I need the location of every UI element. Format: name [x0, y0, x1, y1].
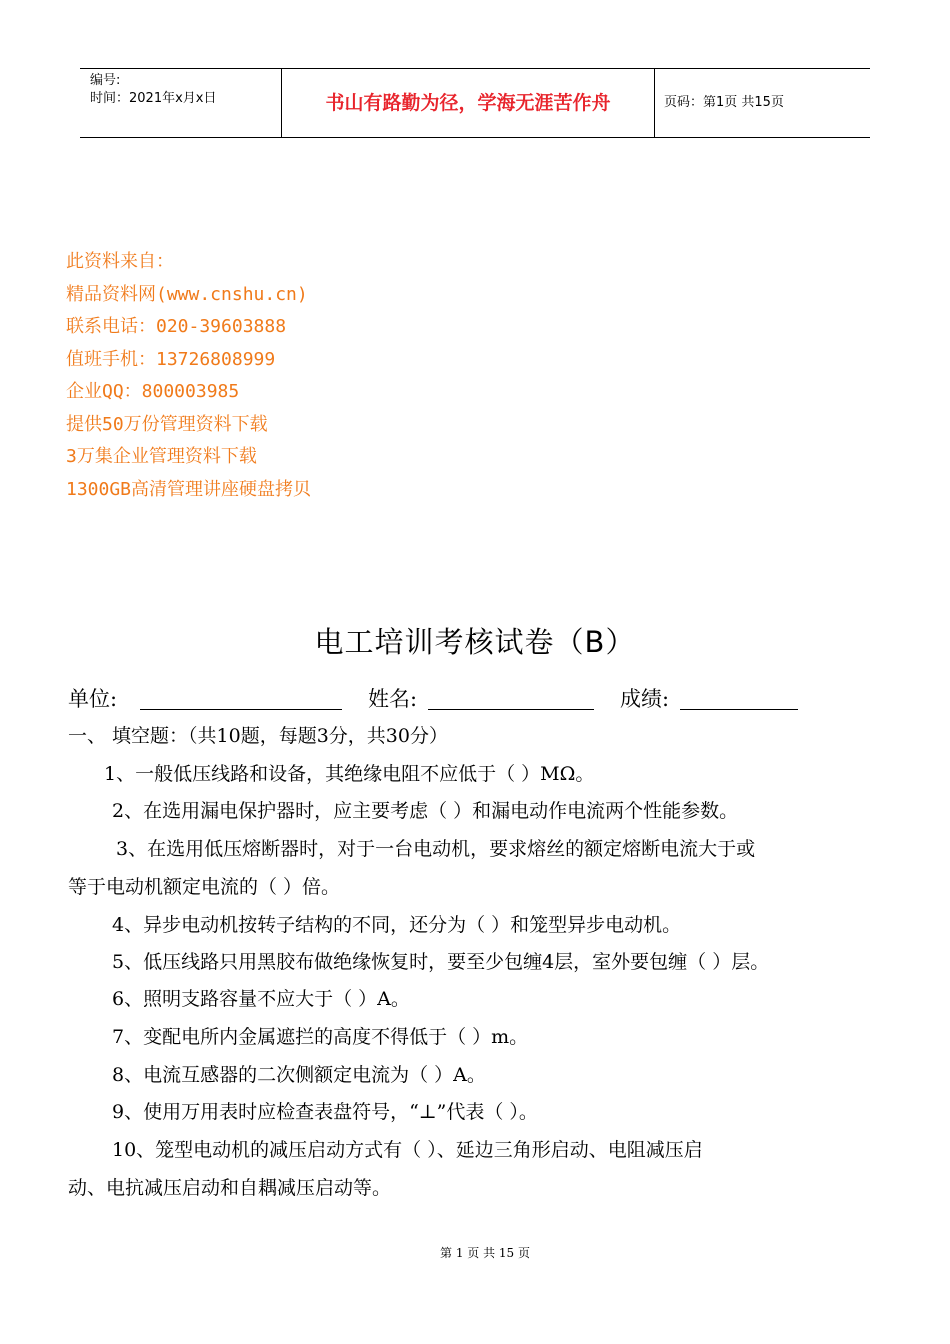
question-1: 1、一般低压线路和设备，其绝缘电阻不应低于（ ）MΩ。 — [104, 763, 595, 785]
unit-label: 单位: — [68, 687, 118, 711]
question-2: 2、在选用漏电保护器时，应主要考虑（ ）和漏电动作电流两个性能参数。 — [112, 800, 739, 822]
source-line: 3万集企业管理资料下载 — [66, 446, 257, 467]
source-line: 此资料来自： — [66, 251, 174, 272]
source-line: 1300GB高清管理讲座硬盘拷贝 — [66, 478, 312, 500]
name-label: 姓名: — [368, 687, 418, 711]
header-motto: 书山有路勤为径，学海无涯苦作舟 — [282, 69, 655, 137]
page-footer: 第 1 页 共 15 页 — [440, 1246, 530, 1260]
question-5: 5、低压线路只用黑胶布做绝缘恢复时，要至少包缠4层，室外要包缠（ ）层。 — [112, 951, 770, 973]
source-line: 提供50万份管理资料下载 — [66, 413, 268, 435]
name-blank — [428, 709, 594, 710]
score-blank — [680, 709, 798, 710]
question-3-line-2: 等于电动机额定电流的（ ）倍。 — [68, 876, 341, 898]
question-3-line-1: 3、在选用低压熔断器时，对于一台电动机，要求熔丝的额定熔断电流大于或 — [116, 838, 756, 860]
unit-blank — [140, 709, 342, 710]
question-4: 4、异步电动机按转子结构的不同，还分为（ ）和笼型异步电动机。 — [112, 914, 682, 936]
source-line: 精品资料网(www.cnshu.cn) — [66, 283, 308, 305]
question-7: 7、变配电所内金属遮拦的高度不得低于（ ）m。 — [112, 1026, 529, 1048]
source-line: 企业QQ：800003985 — [66, 381, 240, 402]
source-line: 联系电话：020-39603888 — [66, 316, 287, 337]
question-9: 9、使用万用表时应检查表盘符号，“⊥”代表（ ）。 — [112, 1101, 538, 1123]
serial-label: 编号: — [90, 73, 121, 88]
header-page-info: 页码：第1页 共15页 — [664, 95, 784, 110]
source-line: 值班手机：13726808999 — [66, 348, 276, 370]
source-info-block — [66, 246, 311, 506]
question-8: 8、电流互感器的二次侧额定电流为（ ）A。 — [112, 1064, 486, 1086]
exam-title: 电工培训考核试卷（B） — [314, 625, 636, 659]
time-label: 时间：2021年x月x日 — [90, 91, 217, 106]
document-header — [80, 68, 870, 138]
question-6: 6、照明支路容量不应大于（ ）A。 — [112, 988, 410, 1010]
question-10-line-2: 动、电抗减压启动和自耦减压启动等。 — [68, 1177, 392, 1199]
question-10-line-1: 10、笼型电动机的减压启动方式有（ ）、延边三角形启动、电阻减压启 — [112, 1139, 703, 1161]
header-meta-cell — [80, 69, 282, 137]
score-label: 成绩: — [620, 687, 670, 711]
section-heading: 一、 填空题：（共10题，每题3分，共30分） — [68, 725, 448, 747]
